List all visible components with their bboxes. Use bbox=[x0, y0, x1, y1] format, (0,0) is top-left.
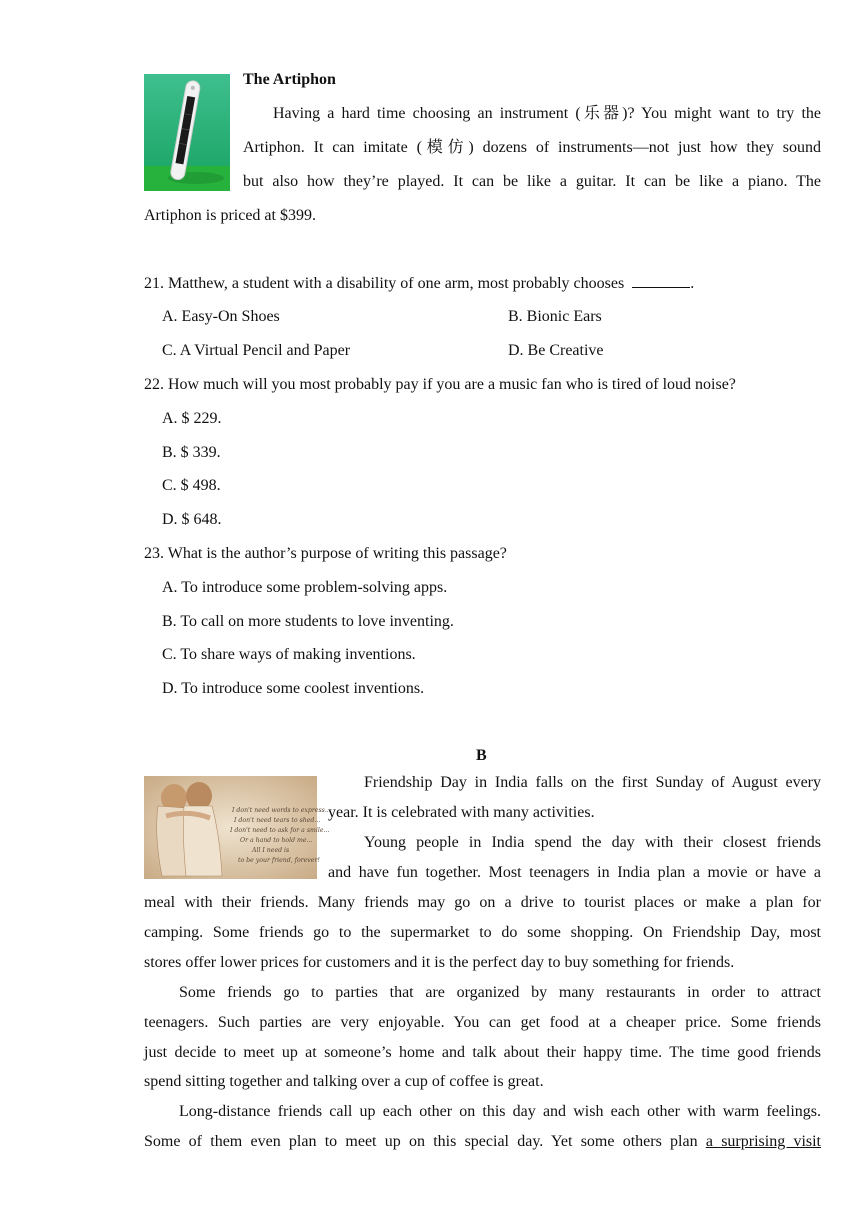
option-b: B. Bionic Ears bbox=[508, 308, 602, 325]
option-c: C. To share ways of making inventions. bbox=[162, 646, 416, 663]
image-caption-line: to be your friend, forever! bbox=[238, 857, 320, 864]
paragraph-line: Some of them even plan to meet up on this special day. Yet some others plan a surprising visit bbox=[144, 1133, 822, 1150]
friendship-image bbox=[144, 776, 331, 879]
underlined-phrase: a surprising visit bbox=[705, 1133, 822, 1150]
artiphon-line: but also how they’re played. It can be like a guitar. It can be like a piano. The bbox=[243, 173, 821, 190]
paragraph-line: stores offer lower prices for customers and it is the perfect day to buy something for friends. bbox=[144, 954, 735, 971]
artiphon-line: Artiphon is priced at $399. bbox=[144, 207, 316, 224]
option-d: D. To introduce some coolest inventions. bbox=[162, 680, 425, 697]
option-c: C. $ 498. bbox=[162, 477, 221, 494]
paragraph-line: teenagers. Such parties are very enjoyable. You can get food at a cheaper price. Some friends bbox=[144, 1014, 821, 1031]
paragraph-line: Some friends go to parties that are organized by many restaurants in order to attract bbox=[179, 984, 821, 1001]
question-23: 23. What is the author’s purpose of writing this passage? bbox=[144, 545, 507, 562]
question-22: 22. How much will you most probably pay if you are a music fan who is tired of loud noise? bbox=[144, 376, 736, 393]
answer-blank bbox=[632, 273, 690, 288]
paragraph-line: Young people in India spend the day with their closest friends bbox=[364, 834, 821, 851]
paragraph-line: camping. Some friends go to the supermarket to do some shopping. On Friendship Day, most bbox=[144, 924, 821, 941]
paragraph-line: Friendship Day in India falls on the first Sunday of August every bbox=[364, 774, 821, 791]
option-b: B. To call on more students to love inventing. bbox=[162, 613, 454, 630]
option-d: D. $ 648. bbox=[162, 511, 222, 528]
paragraph-line: Long-distance friends call up each other on this day and wish each other with warm feelings. bbox=[179, 1103, 821, 1120]
paragraph-line: year. It is celebrated with many activities. bbox=[328, 804, 595, 821]
image-caption-line: All I need is bbox=[252, 847, 290, 854]
artiphon-title: The Artiphon bbox=[243, 71, 336, 88]
artiphon-line: Artiphon. It can imitate (模仿) dozens of instruments—not just how they sound bbox=[243, 139, 821, 156]
option-a: A. $ 229. bbox=[162, 410, 222, 427]
option-c: C. A Virtual Pencil and Paper bbox=[162, 342, 351, 359]
question-stem: 21. Matthew, a student with a disability of one arm, most probably chooses bbox=[144, 275, 625, 292]
paragraph-line: meal with their friends. Many friends may go on a drive to tourist places or make a plan for bbox=[144, 894, 821, 911]
option-b: B. $ 339. bbox=[162, 444, 221, 461]
option-a: A. Easy-On Shoes bbox=[162, 308, 280, 325]
image-caption-line: Or a hand to hold me... bbox=[240, 837, 313, 844]
paragraph-line: and have fun together. Most teenagers in India plan a movie or have a bbox=[328, 864, 821, 881]
image-caption-line: I don't need tears to shed... bbox=[234, 817, 321, 824]
option-d: D. Be Creative bbox=[508, 342, 604, 359]
image-caption-line: I don't need words to express... bbox=[232, 807, 331, 814]
paragraph-line: just decide to meet up at someone’s home and talk about their happy time. The time good friends bbox=[144, 1044, 821, 1061]
paragraph-line: spend sitting together and talking over a cup of coffee is great. bbox=[144, 1073, 544, 1090]
artiphon-image bbox=[144, 74, 230, 191]
section-heading: B bbox=[476, 747, 487, 764]
artiphon-line: Having a hard time choosing an instrument (乐器)? You might want to try the bbox=[273, 105, 821, 122]
question-21: 21. Matthew, a student with a disability of one arm, most probably chooses . bbox=[144, 275, 695, 292]
image-caption-line: I don't need to ask for a smile... bbox=[230, 827, 330, 834]
option-a: A. To introduce some problem-solving apps. bbox=[162, 579, 448, 596]
